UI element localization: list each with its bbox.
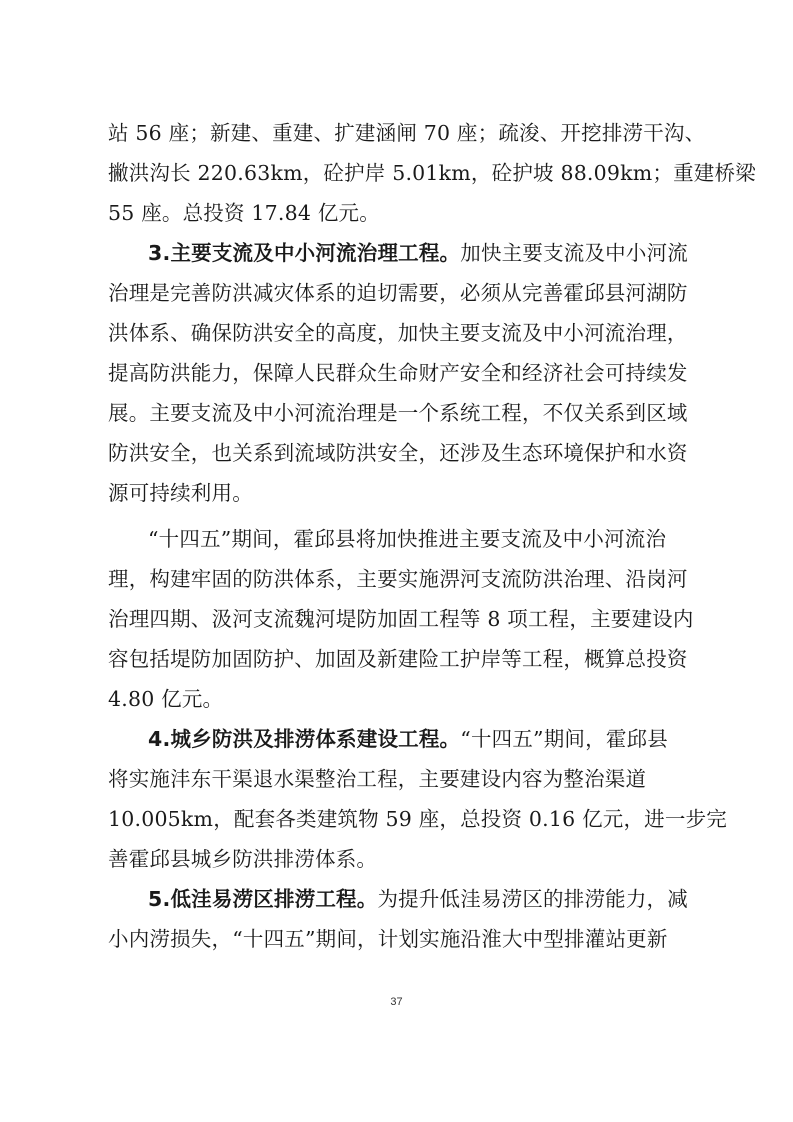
body-text-line: 10.005km，配套各类建筑物 59 座，总投资 0.16 亿元，进一步完 xyxy=(108,807,727,831)
body-text-line: 理，构建牢固的防洪体系，主要实施淠河支流防洪治理、沿岗河 xyxy=(108,567,688,591)
body-text-line: 提高防洪能力，保障人民群众生命财产安全和经济社会可持续发 xyxy=(108,361,688,385)
body-text-line: 展。主要支流及中小河流治理是一个系统工程，不仅关系到区域 xyxy=(108,401,688,425)
body-text-line: 4.80 亿元。 xyxy=(108,687,224,711)
section-5-heading: 5.低洼易涝区排涝工程。 xyxy=(148,887,378,911)
body-text-line: 治理是完善防洪减灾体系的迫切需要，必须从完善霍邱县河湖防 xyxy=(108,281,688,305)
body-text-line: 源可持续利用。 xyxy=(108,481,253,505)
body-text-line: 善霍邱县城乡防洪排涝体系。 xyxy=(108,847,378,871)
body-text-line: 55 座。总投资 17.84 亿元。 xyxy=(108,201,380,225)
body-text-line: 治理四期、汲河支流魏河堤防加固工程等 8 项工程，主要建设内 xyxy=(108,607,694,631)
body-text-line: “十四五”期间，霍邱县将加快推进主要支流及中小河流治 xyxy=(148,527,667,551)
section-4-paragraph-start: 4.城乡防洪及排涝体系建设工程。“十四五”期间，霍邱县 xyxy=(148,727,668,751)
body-text-line: 洪体系、确保防洪安全的高度，加快主要支流及中小河流治理， xyxy=(108,321,688,345)
body-text-line: 站 56 座；新建、重建、扩建涵闸 70 座；疏浚、开挖排涝干沟、 xyxy=(108,121,706,145)
body-text-line: 小内涝损失，“十四五”期间，计划实施沿淮大中型排灌站更新 xyxy=(108,927,668,951)
section-3-heading: 3.主要支流及中小河流治理工程。 xyxy=(148,241,461,265)
section-5-paragraph-start: 5.低洼易涝区排涝工程。为提升低洼易涝区的排涝能力，减 xyxy=(148,887,688,911)
body-text-line: 防洪安全，也关系到流域防洪安全，还涉及生态环境保护和水资 xyxy=(108,441,688,465)
section-3-paragraph-start: 3.主要支流及中小河流治理工程。加快主要支流及中小河流 xyxy=(148,241,688,265)
section-4-heading: 4.城乡防洪及排涝体系建设工程。 xyxy=(148,727,461,751)
body-text-line: 将实施沣东干渠退水渠整治工程，主要建设内容为整治渠道 xyxy=(108,767,647,791)
page-number: 37 xyxy=(390,996,403,1008)
body-text-line: 容包括堤防加固防护、加固及新建险工护岸等工程，概算总投资 xyxy=(108,647,688,671)
body-text-line: 撇洪沟长 220.63km，砼护岸 5.01km，砼护坡 88.09km；重建桥梁 xyxy=(108,161,756,185)
